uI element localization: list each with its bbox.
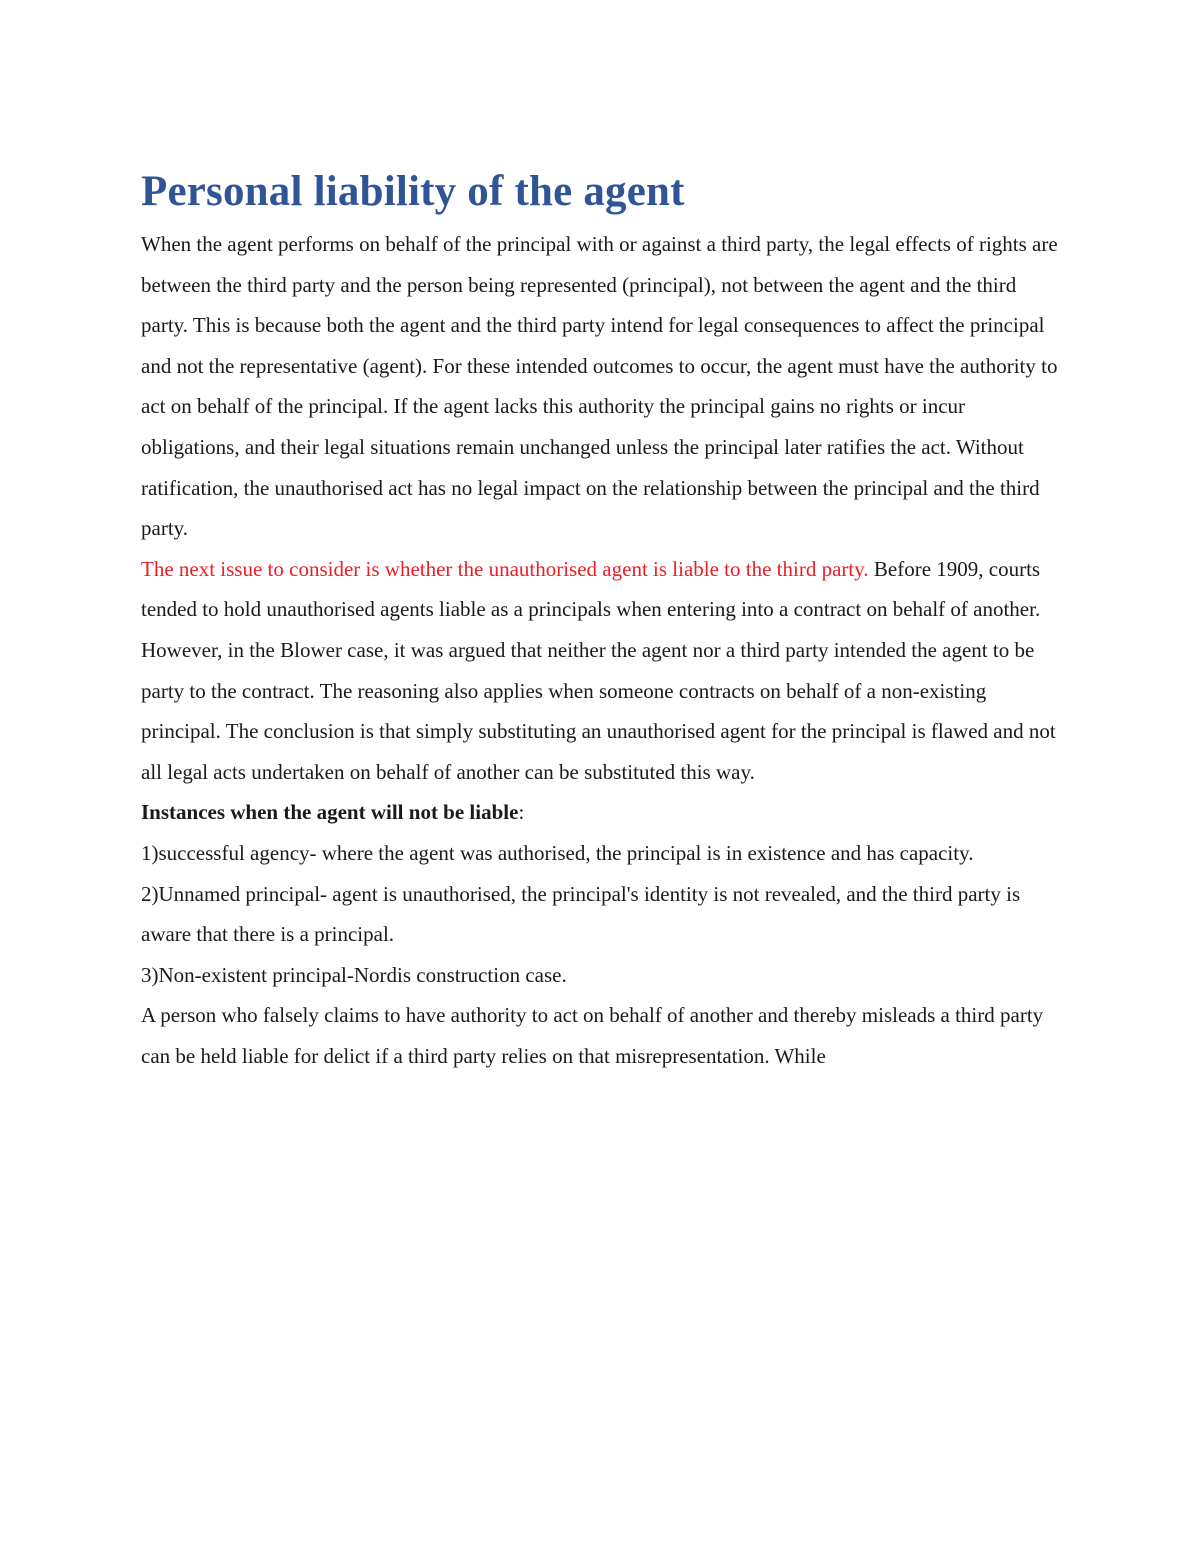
instances-heading: Instances when the agent will not be liable: [141, 800, 519, 825]
instance-item-3: 3)Non-existent principal-Nordis construction case.: [141, 962, 567, 987]
instance-item-2: 2)Unnamed principal- agent is unauthorised, the principal's identity is not revealed, and the third party is aware that there is a principal.: [141, 881, 1021, 947]
paragraph-agent-performs: When the agent performs on behalf of the principal with or against a third party, the legal effects of rights are between the third party and the person being represented (principal), not between the agent and the third party. This is because both the agent and the third party intend for legal consequences to affect the principal and not the representative (agent). For these intended outcomes to occur, the agent must have the authority to act on behalf of the principal. If the agent lacks this authority the principal gains no rights or incur obligations, and their legal situations remain unchanged unless the principal later ratifies the act. Without ratification, the unauthorised act has no legal impact on the relationship between the principal and the third party.: [141, 232, 1058, 541]
highlighted-sentence: The next issue to consider is whether the unauthorised agent is liable to the third party.: [141, 556, 869, 581]
paragraph-unauthorised-agent: [141, 549, 1066, 793]
paragraph-unauthorised-agent-rest: Before 1909, courts tended to hold unauthorised agents liable as a principals when entering into a contract on behalf of another. However, in the Blower case, it was argued that neither the agent nor a third party intended the agent to be party to the contract. The reasoning also applies when someone contracts on behalf of a non-existing principal. The conclusion is that simply substituting an unauthorised agent for the principal is flawed and not all legal acts undertaken on behalf of another can be substituted this way.: [141, 556, 1056, 784]
instances-heading-line: [141, 792, 1066, 833]
instances-heading-colon: :: [518, 800, 525, 825]
page-title: Personal liability of the agent: [141, 168, 685, 215]
paragraph-false-authority: A person who falsely claims to have authority to act on behalf of another and thereby misleads a third party can be held liable for delict if a third party relies on that misrepresentation. While: [141, 1003, 1044, 1068]
document-content: [141, 160, 1066, 1076]
instance-item-1: 1)successful agency- where the agent was authorised, the principal is in existence and has capacity.: [141, 840, 974, 865]
